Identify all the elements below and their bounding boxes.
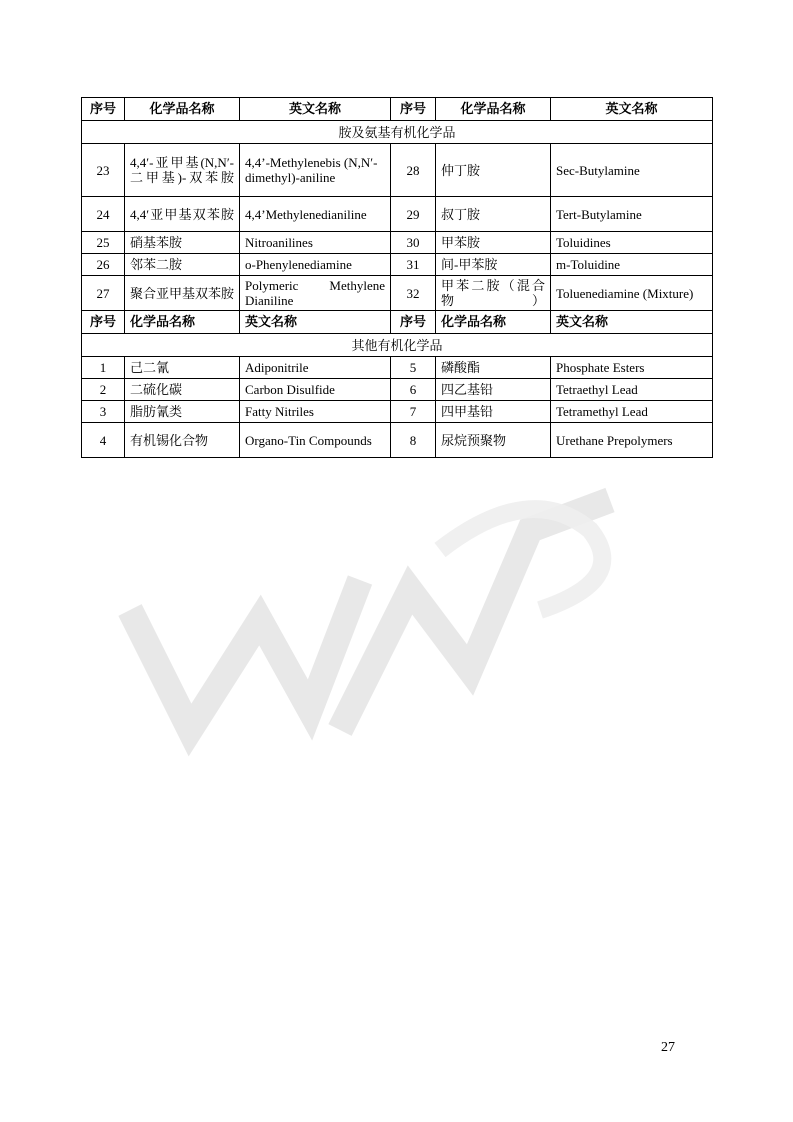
header-chinese-name: 化学品名称 — [436, 98, 551, 121]
row-index: 4 — [82, 423, 125, 458]
row-index: 25 — [82, 232, 125, 254]
english-name: Tert-Butylamine — [551, 197, 713, 232]
row-index: 2 — [82, 379, 125, 401]
row-index: 3 — [82, 401, 125, 423]
chinese-name: 硝基苯胺 — [125, 232, 240, 254]
row-index: 8 — [391, 423, 436, 458]
english-name: Polymeric Methylene Dianiline — [240, 276, 391, 311]
row-index: 1 — [82, 357, 125, 379]
english-name: Urethane Prepolymers — [551, 423, 713, 458]
chinese-name: 仲丁胺 — [436, 144, 551, 197]
english-name: Phosphate Esters — [551, 357, 713, 379]
chinese-name: 有机锡化合物 — [125, 423, 240, 458]
chinese-name: 甲苯二胺（混合物） — [436, 276, 551, 311]
table-row — [82, 276, 713, 311]
chinese-name: 甲苯胺 — [436, 232, 551, 254]
header-index: 序号 — [82, 311, 125, 334]
row-index: 28 — [391, 144, 436, 197]
row-index: 24 — [82, 197, 125, 232]
english-name: Fatty Nitriles — [240, 401, 391, 423]
english-name: m-Toluidine — [551, 254, 713, 276]
english-name: Adiponitrile — [240, 357, 391, 379]
header-index: 序号 — [82, 98, 125, 121]
header-chinese-name: 化学品名称 — [125, 311, 240, 334]
row-index: 23 — [82, 144, 125, 197]
table-row — [82, 144, 713, 197]
page-number: 27 — [661, 1040, 675, 1055]
english-name: Toluenediamine (Mixture) — [551, 276, 713, 311]
header-chinese-name: 化学品名称 — [436, 311, 551, 334]
table-row — [82, 232, 713, 254]
english-name: Carbon Disulfide — [240, 379, 391, 401]
chinese-name: 间-甲苯胺 — [436, 254, 551, 276]
english-name: Tetramethyl Lead — [551, 401, 713, 423]
section-title: 其他有机化学品 — [82, 334, 713, 357]
table-row — [82, 401, 713, 423]
chemical-table — [81, 97, 713, 458]
section-title: 胺及氨基有机化学品 — [82, 121, 713, 144]
row-index: 32 — [391, 276, 436, 311]
row-index: 27 — [82, 276, 125, 311]
english-name: Organo-Tin Compounds — [240, 423, 391, 458]
row-index: 6 — [391, 379, 436, 401]
english-name: Nitroanilines — [240, 232, 391, 254]
header-english-name: 英文名称 — [551, 311, 713, 334]
table-header-row — [82, 98, 713, 121]
table-row — [82, 254, 713, 276]
chinese-name: 4,4′亚甲基双苯胺 — [125, 197, 240, 232]
header-english-name: 英文名称 — [551, 98, 713, 121]
header-english-name: 英文名称 — [240, 98, 391, 121]
row-index: 30 — [391, 232, 436, 254]
table-row — [82, 379, 713, 401]
row-index: 5 — [391, 357, 436, 379]
chinese-name: 二硫化碳 — [125, 379, 240, 401]
chinese-name: 邻苯二胺 — [125, 254, 240, 276]
chinese-name: 脂肪氰类 — [125, 401, 240, 423]
table-row — [82, 357, 713, 379]
english-name: Tetraethyl Lead — [551, 379, 713, 401]
chinese-name: 四甲基铅 — [436, 401, 551, 423]
chinese-name: 己二氰 — [125, 357, 240, 379]
chinese-name: 4,4′-亚甲基(N,N′-二甲基)-双苯胺 — [125, 144, 240, 197]
chinese-name: 磷酸酯 — [436, 357, 551, 379]
section-row-other — [82, 334, 713, 357]
table-row — [82, 423, 713, 458]
row-index: 26 — [82, 254, 125, 276]
table-row — [82, 197, 713, 232]
chinese-name: 聚合亚甲基双苯胺 — [125, 276, 240, 311]
header-english-name: 英文名称 — [240, 311, 391, 334]
english-name: o-Phenylenediamine — [240, 254, 391, 276]
section-row-amines — [82, 121, 713, 144]
english-name: 4,4’-Methylenebis (N,N′-dimethyl)-aniline — [240, 144, 391, 197]
row-index: 29 — [391, 197, 436, 232]
header-chinese-name: 化学品名称 — [125, 98, 240, 121]
header-index: 序号 — [391, 311, 436, 334]
row-index: 31 — [391, 254, 436, 276]
english-name: Toluidines — [551, 232, 713, 254]
english-name: Sec-Butylamine — [551, 144, 713, 197]
table-subheader-row — [82, 311, 713, 334]
row-index: 7 — [391, 401, 436, 423]
chinese-name: 叔丁胺 — [436, 197, 551, 232]
english-name: 4,4’Methylenedianiline — [240, 197, 391, 232]
wps-watermark — [110, 440, 630, 780]
header-index: 序号 — [391, 98, 436, 121]
chinese-name: 尿烷预聚物 — [436, 423, 551, 458]
chinese-name: 四乙基铅 — [436, 379, 551, 401]
